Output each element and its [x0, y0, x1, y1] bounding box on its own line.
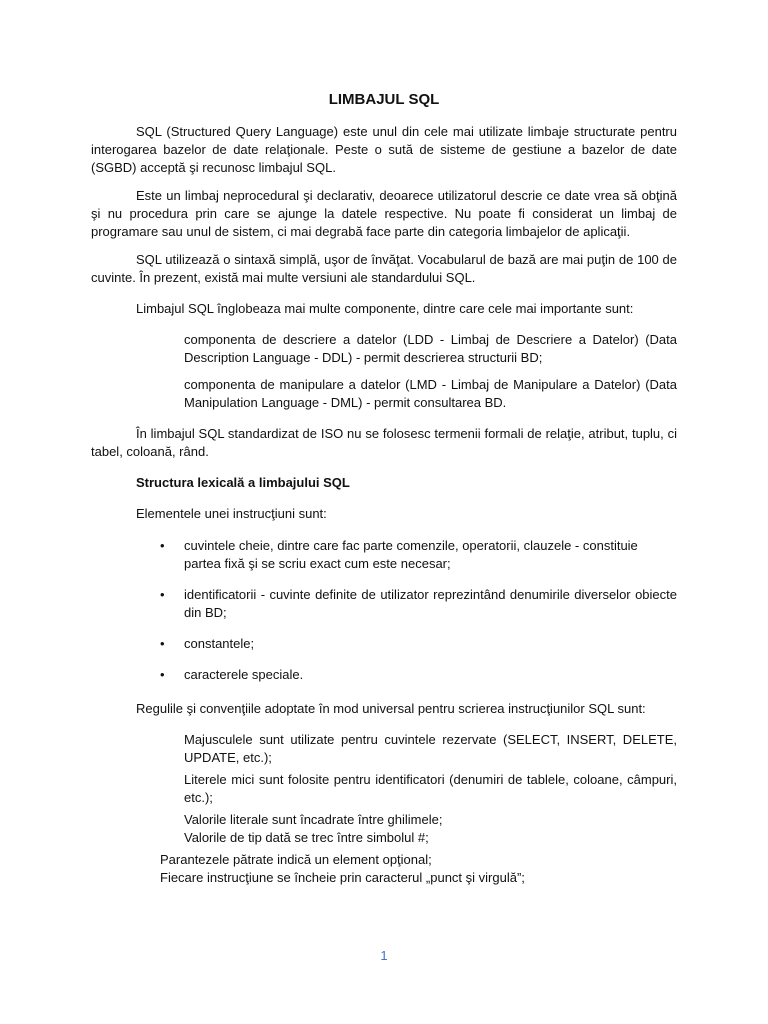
page-number: 1 [380, 948, 388, 963]
section-heading: Structura lexicală a limbajului SQL [136, 475, 350, 490]
component-lmd: componenta de manipulare a datelor (LMD - Limbaj de Manipulare a Datelor) (Data Manipulation Language - DML) - permit consultarea BD. [184, 377, 677, 410]
list-item [91, 666, 677, 684]
list-item-text: constantele; [184, 636, 255, 651]
rule-dates: Valorile de tip dată se trec între simbolul #; [184, 830, 429, 845]
elements-intro: Elementele unei instrucţiuni sunt: [136, 506, 327, 521]
list-item [91, 537, 677, 573]
rules-intro: Regulile şi convenţiile adoptate în mod universal pentru scrierea instrucţiunilor SQL sunt: [136, 701, 646, 716]
rule-literals: Valorile literale sunt încadrate între ghilimele; [184, 812, 443, 827]
bullet-icon: • [160, 538, 165, 553]
document-title: LIMBAJUL SQL [328, 91, 440, 108]
bullet-icon: • [160, 636, 165, 651]
paragraph-components-intro: Limbajul SQL înglobeaza mai multe componente, dintre care cele mai importante sunt: [136, 301, 634, 316]
paragraph-intro: SQL (Structured Query Language) este unul din cele mai utilizate limbaje structurate pentru interogarea bazelor de date relaţionale. Peste o sută de sisteme de gestiune a bazelor de date (SGBD) acceptă şi recunosc limbajul SQL. [91, 124, 677, 175]
document-body [91, 90, 677, 887]
rule-lowercase: Literele mici sunt folosite pentru identificatori (denumiri de tablele, coloane, câmpuri, etc.); [184, 772, 677, 805]
elements-list [91, 537, 677, 684]
list-item-text: caracterele speciale. [184, 667, 304, 682]
paragraph-declarative: Este un limbaj neprocedural şi declarativ, deoarece utilizatorul descrie ce date vrea să obţină şi nu procedura prin care se ajunge la datele respective. Nu poate fi considerat un limbaj de programare sau unul de sistem, ci mai degrabă face parte din categoria limbajelor de aplicaţii. [91, 188, 677, 239]
rule-brackets: Parantezele pătrate indică un element opţional; [160, 852, 432, 867]
paragraph-syntax: SQL utilizează o sintaxă simplă, uşor de învăţat. Vocabularul de bază are mai puţin de 100 de cuvinte. În prezent, există mai multe versiuni ale standardului SQL. [91, 252, 677, 285]
rule-semicolon: Fiecare instrucţiune se încheie prin caracterul „punct şi virgulă”; [160, 870, 525, 885]
list-item-text: cuvintele cheie, dintre care fac parte comenzile, operatorii, clauzele - constituie partea fixă şi se scriu exact cum este necesar; [184, 538, 638, 571]
bullet-icon: • [160, 667, 165, 682]
paragraph-iso: În limbajul SQL standardizat de ISO nu se folosesc termenii formali de relaţie, atribut, tuplu, ci tabel, coloană, rând. [91, 426, 677, 459]
component-ldd: componenta de descriere a datelor (LDD - Limbaj de Descriere a Datelor) (Data Description Language - DDL) - permit descrierea structurii BD; [184, 332, 677, 365]
bullet-icon: • [160, 587, 165, 602]
list-item [91, 635, 677, 653]
list-item [91, 586, 677, 622]
rule-uppercase: Majusculele sunt utilizate pentru cuvintele rezervate (SELECT, INSERT, DELETE, UPDATE, etc.); [184, 732, 677, 765]
list-item-text: identificatorii - cuvinte definite de utilizator reprezintând denumirile diverselor obiecte din BD; [184, 587, 677, 620]
